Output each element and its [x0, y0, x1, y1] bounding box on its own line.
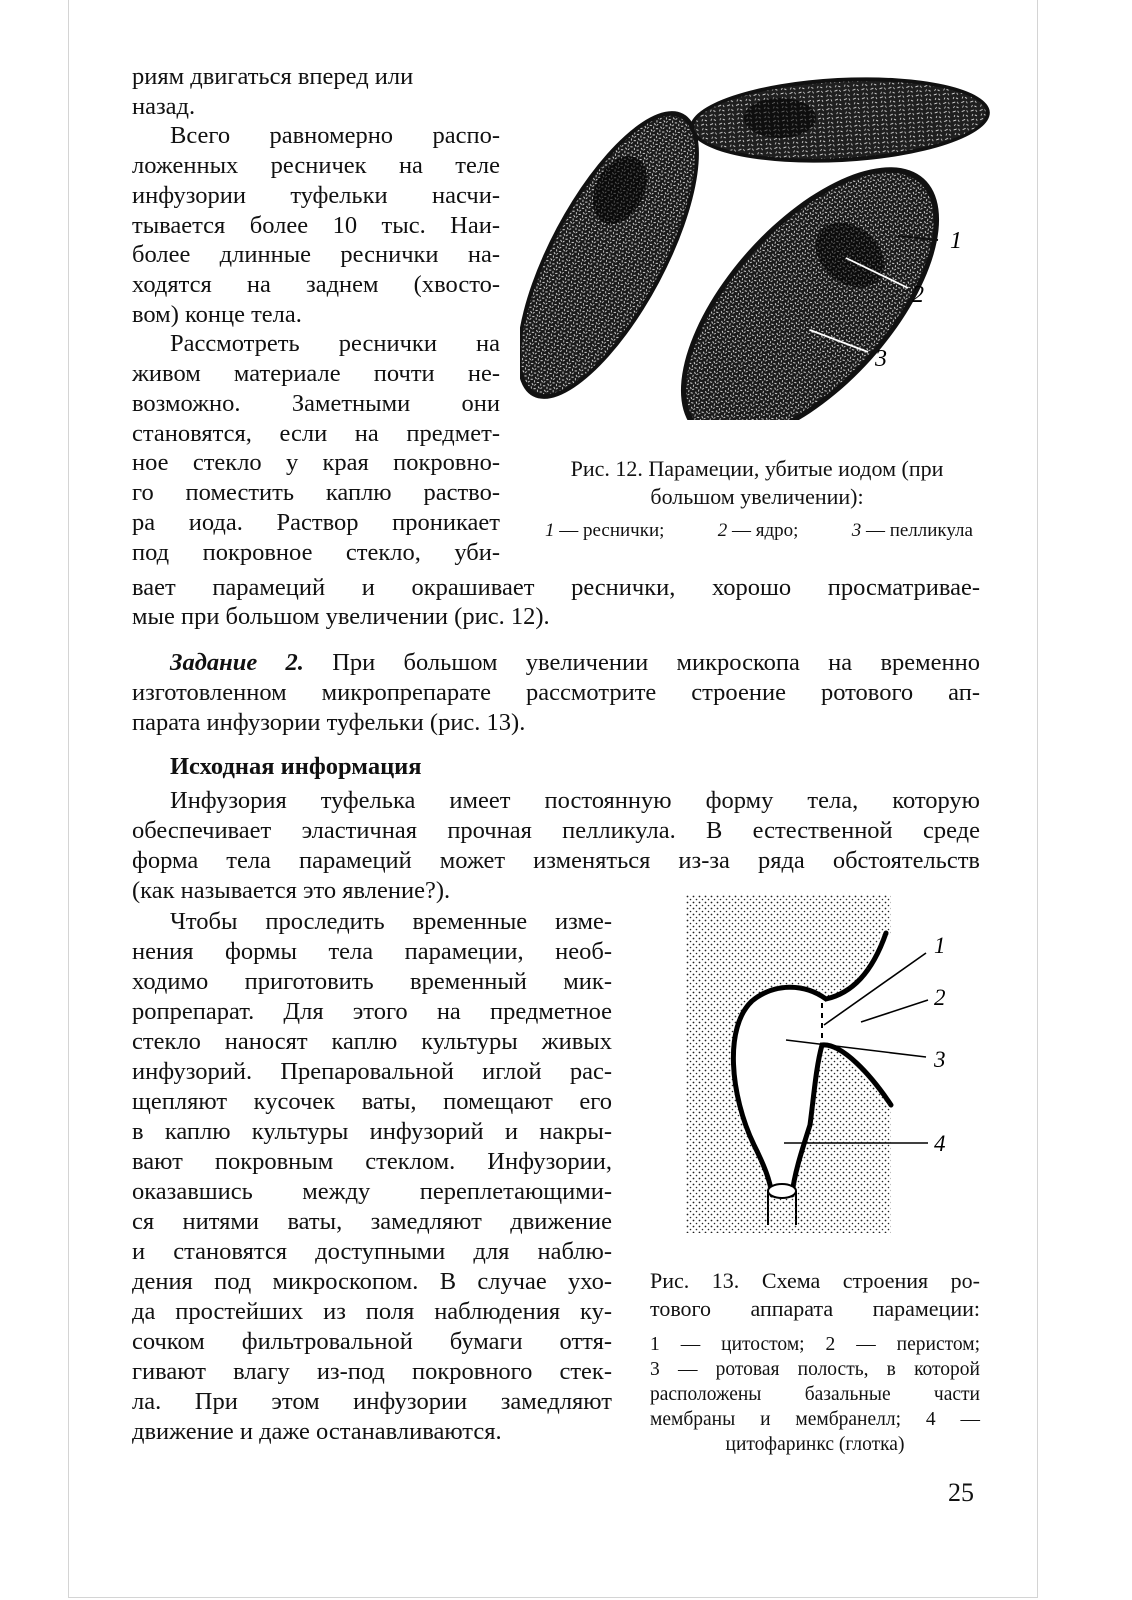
- fig13-legend-line: 1 — цитостом; 2 — перистом;: [650, 1334, 980, 1355]
- task2-label: Задание 2.: [170, 649, 304, 676]
- text-line: стекло наносят каплю культуры живых: [132, 1028, 612, 1055]
- text-line: дения под микроскопом. В случае ухо-: [132, 1268, 612, 1295]
- text-line: Всего равномерно распо-: [170, 122, 500, 149]
- fig12-legend: [545, 518, 973, 544]
- text-line: гивают влагу из-под покровного стек-: [132, 1358, 612, 1385]
- text-line: вает парамеций и окрашивает реснички, хорошо просматривае-: [132, 574, 980, 601]
- text-line: назад.: [132, 93, 196, 120]
- fig13-label-1: 1: [934, 933, 946, 958]
- text-line: ное стекло у края покровно-: [132, 449, 500, 476]
- text-line: Рассмотреть реснички на: [170, 330, 500, 357]
- figure-13-oral-apparatus: [686, 895, 966, 1235]
- fig13-caption-line: Рис. 13. Схема строения ро-: [650, 1268, 980, 1293]
- text-line: го поместить каплю раство-: [132, 479, 500, 506]
- text-line: изготовленном микропрепарате рассмотрите строение ротового ап-: [132, 679, 980, 706]
- text-line: мые при большом увеличении (рис. 12).: [132, 603, 550, 630]
- text-line: Инфузория туфелька имеет постоянную форму тела, которую: [170, 787, 980, 814]
- text-line: вом) конце тела.: [132, 301, 302, 328]
- fig13-legend-line: мембраны и мембранелл; 4 —: [650, 1409, 980, 1430]
- fig12-caption-line2: большом увеличении):: [650, 484, 864, 509]
- text-line: обеспечивает эластичная прочная пелликула. В естественной среде: [132, 817, 980, 844]
- text-line: ропрепарат. Для этого на предметное: [132, 998, 612, 1025]
- text-line: да простейших из поля наблюдения ку-: [132, 1298, 612, 1325]
- fig13-label-4: 4: [934, 1131, 946, 1156]
- text-line: оказавшись между переплетающими-: [132, 1178, 612, 1205]
- text-line: риям двигаться вперед или: [132, 63, 414, 90]
- text-line: живом материале почти не-: [132, 360, 500, 387]
- fig13-legend-line: 3 — ротовая полость, в которой: [650, 1359, 980, 1380]
- legend-item: 3 — пелликула: [851, 520, 973, 541]
- text-line: (как называется это явление?).: [132, 877, 451, 904]
- text-line: тывается более 10 тыс. Наи-: [132, 212, 500, 239]
- text-line: возможно. Заметными они: [132, 390, 500, 417]
- text-line: ся нитями ваты, замедляют движение: [132, 1208, 612, 1235]
- page-number: 25: [948, 1478, 974, 1507]
- text-line: парата инфузории туфельки (рис. 13).: [132, 709, 526, 736]
- fig13-caption-line: тового аппарата парамеции:: [650, 1296, 980, 1321]
- text-line: ходятся на заднем (хвосто-: [132, 271, 500, 298]
- fig13-label-3: 3: [934, 1047, 946, 1072]
- section-heading: Исходная информация: [170, 753, 422, 780]
- fig12-caption-line1: Рис. 12. Парамеции, убитые иодом (при: [570, 456, 944, 481]
- legend-item: 2 — ядро;: [717, 520, 799, 541]
- fig12-label-3: 3: [875, 346, 887, 372]
- text-line: инфузории туфельки насчи-: [132, 182, 500, 209]
- paramecium-top: [688, 70, 990, 170]
- text-line: движение и даже останавливаются.: [132, 1418, 502, 1445]
- text-line: под покровное стекло, уби-: [132, 539, 500, 566]
- text-line: щепляют кусочек ваты, помещают его: [132, 1088, 612, 1115]
- task2-line: Задание 2. При большом увеличении микроскопа на временно: [170, 649, 980, 676]
- text-line: ложенных ресничек на теле: [132, 152, 500, 179]
- figure-12-paramecia: [520, 70, 990, 420]
- text-line: сочком фильтровальной бумаги оття-: [132, 1328, 612, 1355]
- text-line: ра иода. Раствор проникает: [132, 509, 500, 536]
- fig12-label-1: 1: [950, 228, 962, 254]
- text-line: нения формы тела парамеции, необ-: [132, 938, 612, 965]
- text-line: более длинные реснички на-: [132, 241, 500, 268]
- text-line: ла. При этом инфузории замедляют: [132, 1388, 612, 1415]
- text-line: инфузорий. Препаровальной иглой рас-: [132, 1058, 612, 1085]
- fig12-label-2: 2: [912, 282, 924, 308]
- text-line: Чтобы проследить временные изме-: [170, 908, 612, 935]
- text-line: ходимо приготовить временный мик-: [132, 968, 612, 995]
- text-line: и становятся доступными для наблю-: [132, 1238, 612, 1265]
- text-line: вают покровным стеклом. Инфузории,: [132, 1148, 612, 1175]
- fig13-label-2: 2: [934, 985, 946, 1010]
- fig13-legend-line: цитофаринкс (глотка): [725, 1434, 905, 1455]
- text-line: в каплю культуры инфузорий и накры-: [132, 1118, 612, 1145]
- text-line: форма тела парамеций может изменяться из-за ряда обстоятельств: [132, 847, 980, 874]
- text-line: становятся, если на предмет-: [132, 420, 500, 447]
- fig13-legend-line: расположены базальные части: [650, 1384, 980, 1405]
- legend-item: 1 — реснички;: [545, 520, 665, 541]
